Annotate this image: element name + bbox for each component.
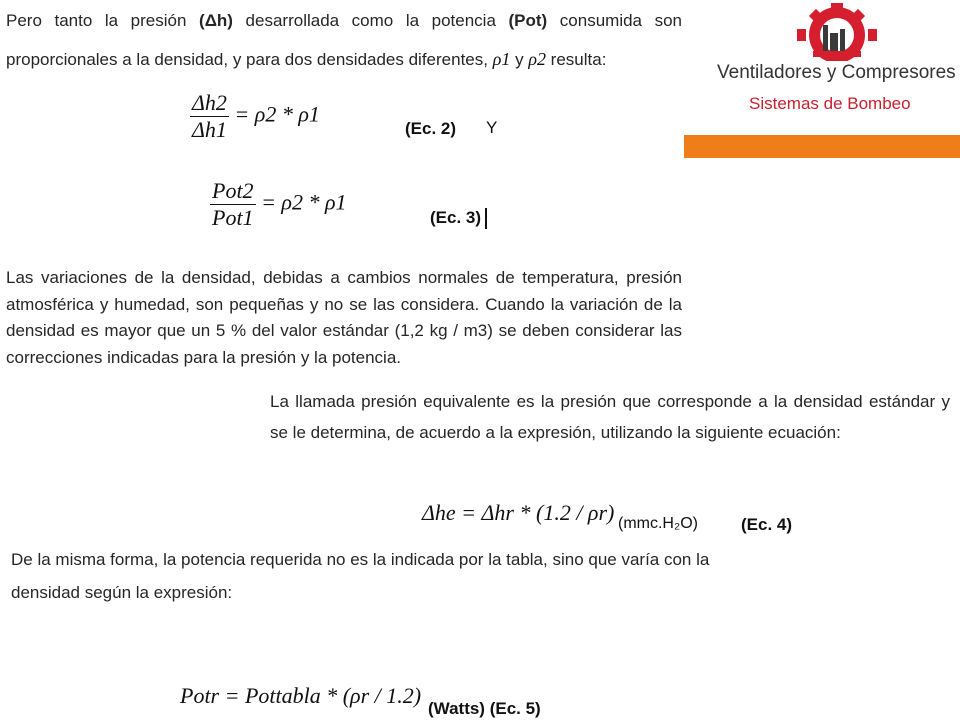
- equation-4: Δhe = Δhr * (1.2 / ρr): [422, 500, 615, 525]
- eq2-rhs: = ρ2 * ρ1: [234, 101, 320, 127]
- eq3-denominator: Pot1: [212, 205, 254, 230]
- eq4-unit: (mmc.H₂O): [618, 515, 698, 532]
- eq5-unit: (Watts): [428, 699, 485, 718]
- text-cursor: [485, 208, 487, 229]
- logo-title: Ventiladores y Compresores: [717, 62, 956, 83]
- equivalent-pressure-paragraph: La llamada presión equivalente es la presión que corresponde a la densidad estándar y se le determina, de acuerdo a la expresión, utilizando la siguiente ecuación:: [270, 392, 950, 442]
- eq5-label-text: (Ec. 5): [489, 699, 541, 718]
- eq4-label: (Ec. 4): [741, 515, 793, 534]
- intro-text-2: desarrollada como la potencia: [232, 11, 509, 30]
- intro-text-y: y: [510, 50, 529, 69]
- eq3-numerator: Pot2: [212, 178, 254, 203]
- equation-5: Potr = Pottabla * (ρr / 1.2): [180, 683, 422, 708]
- equation-3: [210, 178, 347, 231]
- intro-rho2: ρ2: [528, 49, 546, 69]
- logo-subtitle: Sistemas de Bombeo: [749, 94, 911, 113]
- eq2-fraction: [190, 90, 229, 143]
- eq2-and-text: Y: [486, 118, 498, 137]
- density-paragraph: Las variaciones de la densidad, debidas a cambios normales de temperatura, presión atmosférica y humedad, son pequeñas y no se las considera. Cuando la variación de la densidad es mayor que un 5 % del valor estándar (1,2 kg / m3) se deben considerar las correcciones indicadas para la presión y la potencia.: [6, 268, 682, 367]
- eq3-label: (Ec. 3): [430, 208, 482, 227]
- intro-bold-pot: (Pot): [508, 11, 548, 30]
- eq2-denominator: Δh1: [192, 117, 227, 142]
- intro-paragraph: [6, 1, 682, 79]
- intro-text-1: Pero tanto la presión: [6, 11, 200, 30]
- eq3-rhs: = ρ2 * ρ1: [261, 189, 347, 215]
- eq3-fraction: [210, 178, 256, 231]
- eq5-label: [428, 699, 541, 719]
- intro-text-3: consumida son proporcionales a la densidad, y para dos densidades diferentes,: [6, 11, 682, 69]
- eq2-label: (Ec. 2): [405, 119, 457, 138]
- intro-rho1: ρ1: [492, 49, 511, 69]
- eq2-numerator: Δh2: [192, 90, 227, 115]
- equation-2: [190, 90, 320, 143]
- intro-text-4: resulta:: [545, 50, 607, 69]
- company-logo: [684, 0, 960, 160]
- power-paragraph: De la misma forma, la potencia requerida no es la indicada por la tabla, sino que varía con la densidad según la expresión:: [11, 550, 710, 602]
- gear-factory-icon: [797, 3, 877, 61]
- logo-orange-bar: [684, 135, 960, 158]
- intro-bold-dh: (Δh): [199, 11, 233, 30]
